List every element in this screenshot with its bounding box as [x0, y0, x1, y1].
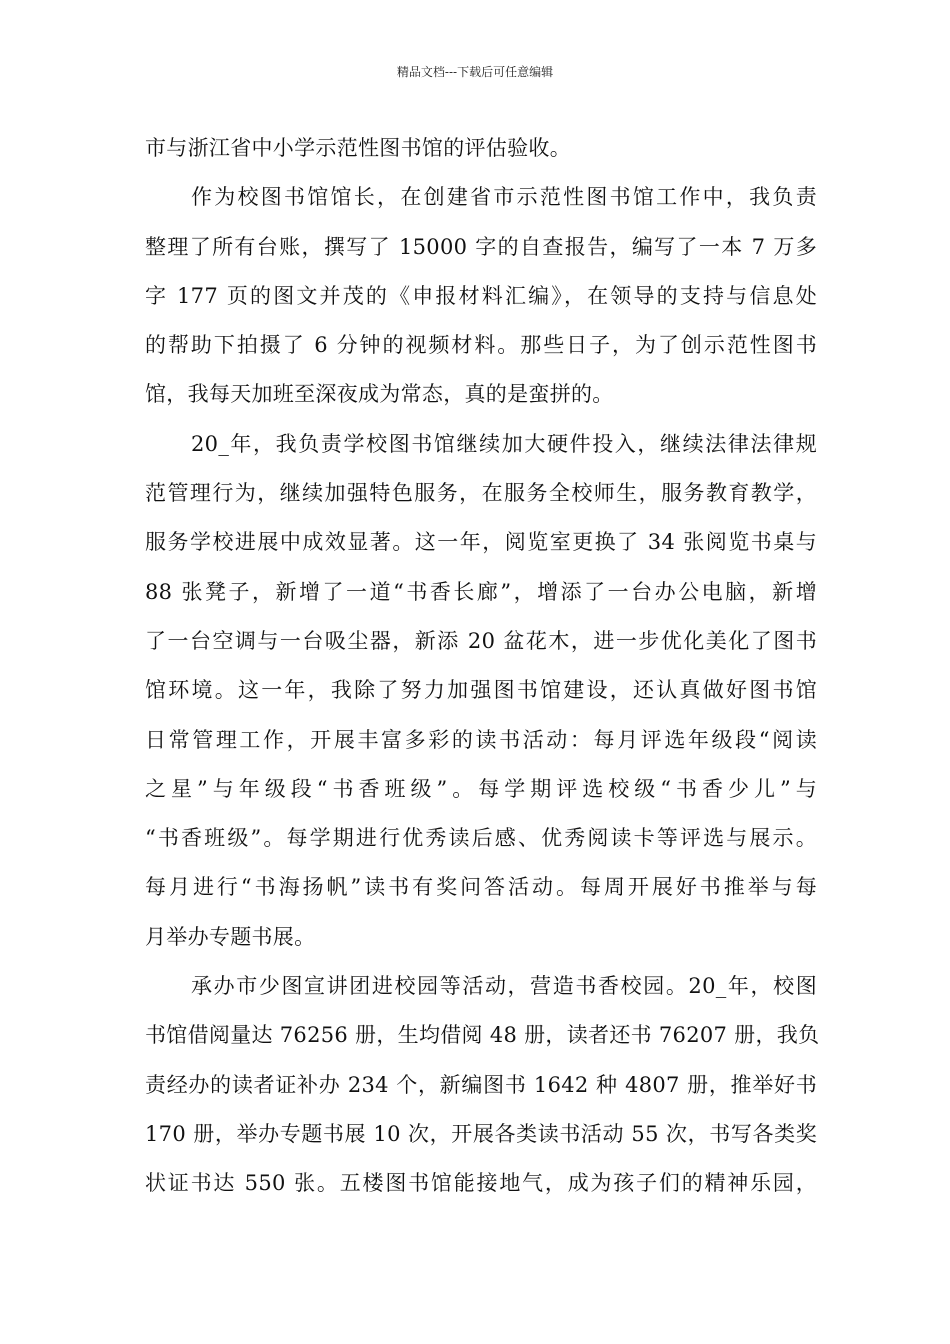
- text-line: 范管理行为，继续加强特色服务，在服务全校师生，服务教育教学，: [145, 481, 817, 506]
- text-line: 状证书达 550 张。五楼图书馆能接地气，成为孩子们的精神乐园，: [145, 1171, 817, 1196]
- text-line: 88 张凳子，新增了一道“书香长廊”，增添了一台办公电脑，新增: [145, 579, 817, 604]
- text-line: 字 177 页的图文并茂的《申报材料汇编》，在领导的支持与信息处: [145, 283, 817, 308]
- text-line: 170 册，举办专题书展 10 次，开展各类读书活动 55 次，书写各类奖: [145, 1121, 817, 1146]
- text-line: 整理了所有台账，撰写了 15000 字的自查报告，编写了一本 7 万多: [145, 234, 817, 259]
- text-line: “书香班级”。每学期进行优秀读后感、优秀阅读卡等评选与展示。: [145, 826, 817, 851]
- text-line: 日常管理工作，开展丰富多彩的读书活动：每月评选年级段“阅读: [145, 727, 817, 752]
- text-line: 服务学校进展中成效显著。这一年，阅览室更换了 34 张阅览书桌与: [145, 530, 817, 555]
- text-line: 书馆借阅量达 76256 册，生均借阅 48 册，读者还书 76207 册，我负: [145, 1023, 820, 1048]
- text-line: 承办市少图宣讲团进校园等活动，营造书香校园。20_年，校图: [191, 974, 817, 999]
- text-line: 月举办专题书展。: [145, 924, 316, 949]
- text-line: 每月进行“书海扬帆”读书有奖问答活动。每周开展好书推举与每: [145, 875, 817, 900]
- page-header: 精品文档---下载后可任意编辑: [396, 65, 554, 79]
- text-line: 作为校图书馆馆长，在创建省市示范性图书馆工作中，我负责: [191, 185, 817, 210]
- text-line: 馆环境。这一年，我除了努力加强图书馆建设，还认真做好图书馆: [145, 678, 817, 703]
- text-line: 之星”与年级段“书香班级”。每学期评选校级“书香少儿”与: [145, 776, 817, 801]
- text-line: 20_年，我负责学校图书馆继续加大硬件投入，继续法律法律规: [191, 431, 817, 456]
- text-line: 市与浙江省中小学示范性图书馆的评估验收。: [145, 136, 571, 160]
- document-body: [145, 124, 820, 1209]
- text-line: 的帮助下拍摄了 6 分钟的视频材料。那些日子，为了创示范性图书: [145, 333, 817, 358]
- text-line: 责经办的读者证补办 234 个，新编图书 1642 种 4807 册，推举好书: [145, 1072, 817, 1097]
- text-line: 了一台空调与一台吸尘器，新添 20 盆花木，进一步优化美化了图书: [145, 628, 817, 653]
- text-line: 馆，我每天加班至深夜成为常态，真的是蛮拼的。: [145, 382, 614, 407]
